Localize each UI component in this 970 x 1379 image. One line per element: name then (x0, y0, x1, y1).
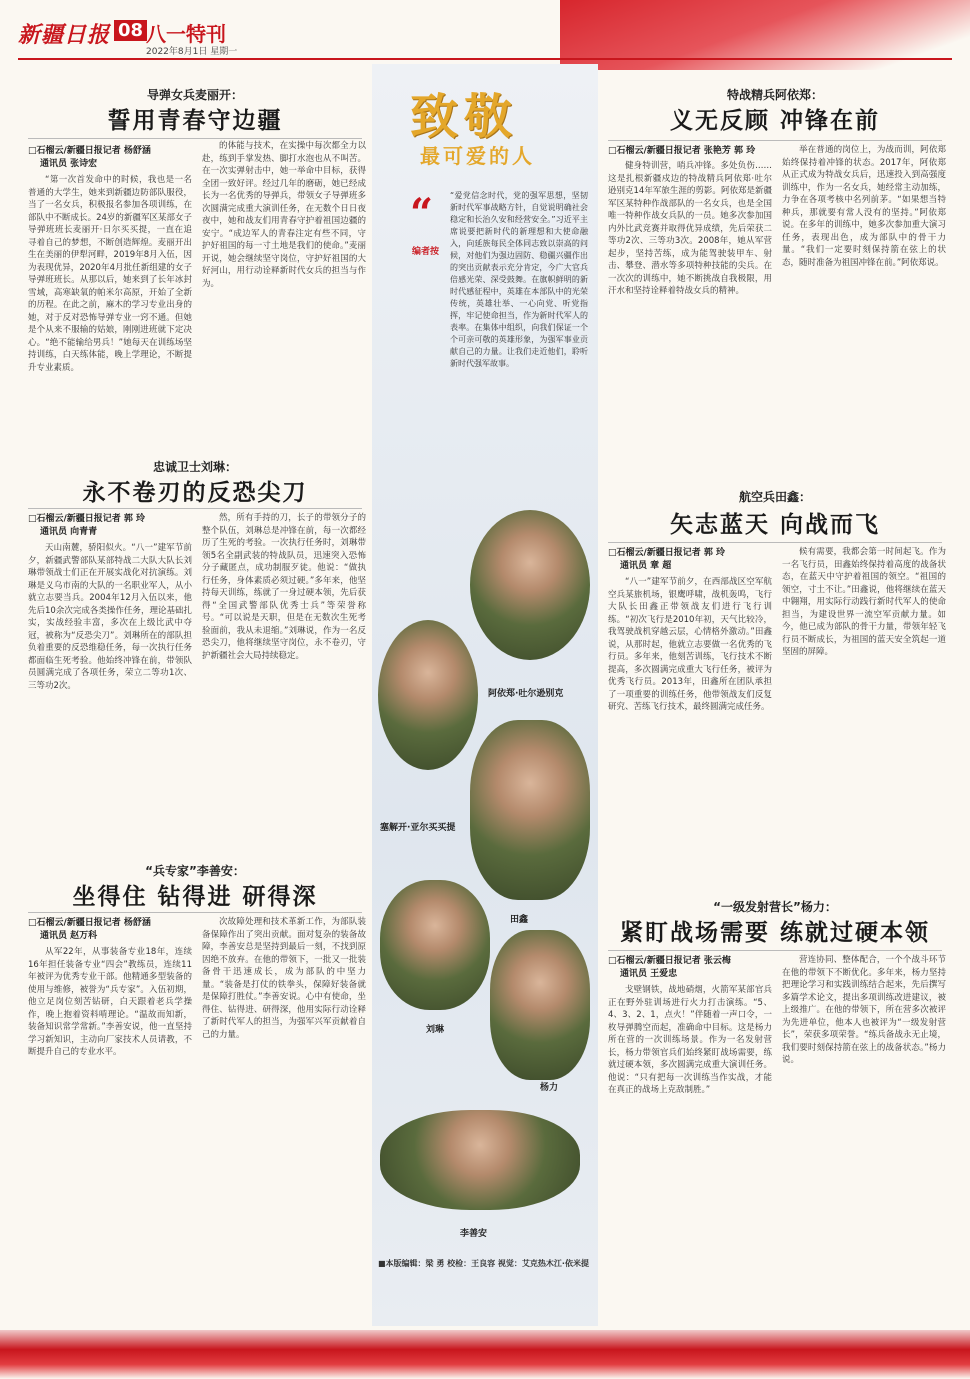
section-title: 八一特刊 (146, 22, 226, 46)
article5-byline-2: 通讯员 章 超 (620, 561, 672, 571)
article5-byline: □石榴云/新疆日报记者 郭 玲 (608, 548, 726, 558)
article5-kicker: 航空兵田鑫： (738, 490, 811, 504)
article1-byline-2: 通讯员 张诗宏 (40, 159, 98, 169)
article6-body-col1: 戈壁钢铁，战地硝烟，火箭军某部官兵正在野外驻训场进行火力打击演练。“5、4、3、2、1，点火！”伴随着一声口令，一枚导弹腾空而起，准确命中目标。这是杨力所在营的一次训练场景。作为一名发射营长，杨力带领官兵们始终紧盯战场需要，练就过硬本领，多次圆满完成重大演训任务。他说：“只有把每一次训练当作实战，才能在真正的战场上克敌制胜。” (608, 985, 772, 1095)
caption-3: 田鑫 (510, 915, 529, 925)
article2-kicker: 忠诚卫士刘琳： (152, 460, 237, 474)
newspaper-logo: 新疆日报 (18, 22, 111, 48)
article4-headline: 义无反顾 冲锋在前 (669, 107, 880, 134)
article1-byline: □石榴云/新疆日报记者 杨舒涵 (28, 146, 151, 156)
soldier-photo-5 (490, 930, 590, 1080)
article6-byline-2: 通讯员 王爱忠 (620, 969, 678, 979)
soldier-photo-1 (470, 510, 590, 660)
article6-body-col2: 营连协同、整体配合，一个个战斗环节在他的带领下不断优化。多年来，杨力坚持把理论学习和实践训练结合起来，先后撰写多篇学术论文，提出多项训练改进建议，被上级推广。在他的带领下，所在营多次被评为先进单位，他本人也被评为“一级发射营长”，荣获多项荣誉。“练兵备战永无止境，我们要时刻保持箭在弦上的战备状态。”杨力说。 (782, 955, 946, 1065)
article4-byline: □石榴云/新疆日报记者 张艳芳 郭 玲 (608, 146, 756, 156)
issue-date: 2022年8月1日 星期一 (146, 47, 238, 57)
article2-byline: □石榴云/新疆日报记者 郭 玲 (28, 514, 146, 524)
article2-headline: 永不卷刃的反恐尖刀 (82, 479, 308, 506)
editor-note-label: 编者按 (412, 247, 440, 257)
caption-6: 李善安 (460, 1229, 488, 1239)
editor-note-text: “爱党信念时代，党的强军思想，坚韧新时代军事战略方针，自觉说明确社会稳定和长治久安和经营安全。”习近平主席说要把新时代的新理想和大使命融入，向延族每民全体同志致以崇高的问候，对他们为强边固防、稳疆兴疆作出的突出贡献表示充分肯定，今广大官兵倍感光荣、深受鼓舞。在旗帜鲜明的新时代感征程中，英雄在本部队中的光荣传统，英雄壮举、一心向党、听党指挥，牢记使命担当，作为新时代军人的表率。在集体中组织，向我们保证一个个可亲可敬的英雄形象，为强军事业贡献自己的力量。让我们走近他们，聆听新时代强军故事。 (450, 191, 588, 368)
center-title: 致敬 (410, 89, 519, 145)
article5-body-col1: “八一”建军节前夕，在西部战区空军航空兵某旅机场，银鹰呼啸，战机轰鸣，飞行大队长田鑫正带领战友们进行飞行训练。“初次飞行是2010年初，天气比较冷，我驾驶战机穿越云层，心情格外激动。”田鑫说，从那时起，他就立志要做一名优秀的飞行员。多年来，他刻苦训练，飞行技术不断提高，多次圆满完成重大飞行任务，被评为优秀飞行员。2013年，田鑫所在团队承担了一项重要的训练任务，他带领战友们反复研究、苦练飞行技术，最终圆满完成任务。 (608, 577, 772, 712)
masthead (18, 18, 952, 60)
article4-kicker: 特战精兵阿依郑： (726, 88, 823, 102)
center-subtitle: 最可爱的人 (420, 144, 535, 168)
article2-byline-2: 通讯员 向青青 (40, 527, 98, 537)
article6-byline: □石榴云/新疆日报记者 张云梅 (608, 956, 731, 966)
article3-byline-2: 通讯员 赵万科 (40, 931, 98, 941)
article3-byline: □石榴云/新疆日报记者 杨舒涵 (28, 918, 151, 928)
article3-headline: 坐得住 钻得进 研得深 (72, 883, 318, 910)
divider (608, 140, 942, 141)
caption-5: 杨力 (540, 1083, 559, 1093)
article1-headline: 誓用青春守边疆 (107, 107, 283, 134)
caption-2: 塞解开·亚尔买买提 (380, 823, 456, 833)
article2-body-col1: 天山南麓，骄阳似火。“八一”建军节前夕，新疆武警部队某部特战二大队大队长刘琳带领战士们正在开展实战化对抗演练。刘琳是义乌市南的大队的一名职业军人，从小就立志要当兵。2004年12月入伍以来，他先后10余次完成各类操作任务，理论基础扎实，实战经验丰富，多次在上级比武中夺冠，被称为“反恐尖刀”。刘琳所在的部队担负着重要的反恐维稳任务，每一次执行任务都面临生死考验。他始终冲锋在前，带领队员圆满完成了各项任务，荣立二等功1次、三等功2次。 (28, 543, 192, 691)
soldier-photo-4 (380, 880, 490, 1010)
article3-body-col1: 从军22年，从事装备专业18年，连续16年担任装备专业“四会”教练员，连续11年被评为优秀专业干部。他精通多型装备的使用与维修，被誉为“兵专家”。入伍初期，他立足岗位刻苦钻研，白天跟着老兵学操作，晚上抱着资料啃理论。“温故而知新，装备知识常学常新。”李善安说，他一直坚持学习新知识，主动向厂家技术人员请教，不断提升自己的专业水平。 (28, 947, 192, 1057)
bottom-decoration-band (0, 1330, 970, 1379)
article1-body-col1: “第一次首发命中的时候，我也是一名普通的大学生，她来到新疆边防部队服役，当了一名女兵，积极报名参加各项训练，在部队中不断成长。24岁的新疆军区某部女子导弹班班长麦丽开·日尔买买提，一直在追寻着自己的梦想，不断创造辉煌。麦丽开出生在美丽的伊犁河畔，2019年8月入伍，因为表现优异，2020年4月批任新组建的女子导弹班班长。从那以后，她来到了长年冰封雪域，高寒缺氧的帕米尔高原，开始了全新的历程。在此之前，麻木的学习专业出身的她，对于反对恐怖导弹专业一窍不通。但她是个从来不服输的姑娘，刚刚进班就下定决心。“绝不能输给男兵！”她每天在训练场坚持训练，白天练体能，晚上学理论，不断提升专业素质。 (28, 175, 192, 373)
soldier-photo-6 (380, 1110, 580, 1210)
article3-kicker: “兵专家”李善安： (145, 864, 245, 878)
divider (28, 138, 362, 139)
article6-headline: 紧盯战场需要 练就过硬本领 (619, 919, 930, 946)
caption-1: 阿依郑·吐尔逊别克 (488, 689, 564, 699)
quote-mark-icon: “ (410, 190, 434, 237)
divider (28, 508, 362, 509)
article5-body-col2: 候有需要，我都会第一时间起飞。作为一名飞行员，田鑫始终保持着高度的战备状态，在蓝天中守护着祖国的领空。“祖国的领空，寸土不让。”田鑫说，他将继续在蓝天中翱翔，用实际行动践行新时代军人的使命担当，为建设世界一流空军贡献力量。如今，他已成为部队的骨干力量，带领年轻飞行员不断成长，为祖国的蓝天安全筑起一道坚固的屏障。 (782, 547, 946, 657)
divider (608, 542, 942, 543)
article4-body-col1: 健身特训营，哨兵冲锋。多处负伤……这是扎根新疆戍边的特战精兵阿依郑·吐尔逊别克14年军旅生涯的剪影。阿依郑是新疆军区某特种作战部队的一名女兵，也是全国唯一特种作战女兵队的一员。她多次参加国内外比武竞赛并取得优异成绩，先后荣获二等功2次、三等功3次。2008年，她从军营起步，坚持苦练，成为能驾驶装甲车、射击、攀登、潜水等多项特种技能的尖兵。在一次次的训练中，她不断挑战自我极限，用汗水和坚持诠释着特战女兵的精神。 (608, 161, 772, 296)
article1-body-col2: 的体能与技术，在实操中每次都全力以赴，练到手掌发热、脚打水泡也从不叫苦。在一次实弹射击中，她一举命中目标，获得全团一致好评。经过几年的磨砺，她已经成长为一名优秀的导弹兵，带领女子导弹班多次圆满完成重大演训任务，在无数个日日夜夜中，她和战友们用青春守护着祖国边疆的安宁。“成边军人的青春注定有些不同，守护好祖国的每一寸土地是我们的使命。”麦丽开说，她会继续坚守岗位，守护好祖国的大好河山，用行动诠释新时代女兵的担当与作为。 (202, 141, 366, 289)
soldier-photo-2 (378, 620, 478, 770)
article3-body-col2: 次故障处理和技术革新工作，为部队装备保障作出了突出贡献。面对复杂的装备故障，李善安总是坚持到最后一刻，不找到原因绝不放弃。在他的带领下，一批又一批装备骨干迅速成长，成为部队的中坚力量。“装备是打仗的铁拳头，保障好装备就是保障打胜仗。”李善安说。心中有使命，坐得住、钻得进、研得深，他用实际行动诠释了新时代军人的担当，为强军兴军贡献着自己的力量。 (202, 917, 366, 1040)
article4-body-col2: 举在普通的岗位上，为战而训，阿依郑始终保持着冲锋的状态。2017年，阿依郑从正式成为特战女兵后，迅速投入到高强度训练中，作为一名女兵，她经常主动加练，力争在各项考核中名列前茅。“如果想当特种兵，那就要有常人没有的坚持。”阿依郑说。在多年的训练中，她多次参加重大演习任务，表现出色，成为部队中的骨干力量。“我们一定要时刻保持箭在弦上的状态，随时准备为祖国冲锋在前。”阿依郑说。 (782, 145, 946, 268)
divider (608, 950, 942, 951)
article2-body-col2: 然，所有手持的刀，长子的带领分子的整个队伍，刘琳总是冲锋在前，每一次都经历了生死的考验。一次执行任务时，刘琳带领5名全副武装的特战队员，迅速突入恐怖分子藏匿点，成功制服歹徒。他说：“做执行任务，身体素质必须过硬。”多年来，他坚持每天训练，练就了一身过硬本领，先后获得“全国武警部队优秀士兵”等荣誉称号。“可以说是天职，但是在无数次生死考验面前，我从未退缩。”刘琳说，作为一名反恐尖刀，他将继续坚守岗位，永不卷刃，守护新疆社会大局持续稳定。 (202, 513, 366, 661)
page-credits: ■本版编辑：梁 勇 校检：王良容 视觉：艾克热木江·依米提 (378, 1259, 589, 1268)
soldier-photo-3 (470, 720, 590, 900)
divider (28, 912, 362, 913)
article1-kicker: 导弹女兵麦丽开： (146, 88, 243, 102)
caption-4: 刘琳 (426, 1025, 445, 1035)
page-number: 08 (114, 20, 147, 41)
editor-note (410, 190, 588, 510)
article5-headline: 矢志蓝天 向战而飞 (669, 511, 880, 538)
article6-kicker: “一级发射营长”杨力： (713, 900, 837, 914)
